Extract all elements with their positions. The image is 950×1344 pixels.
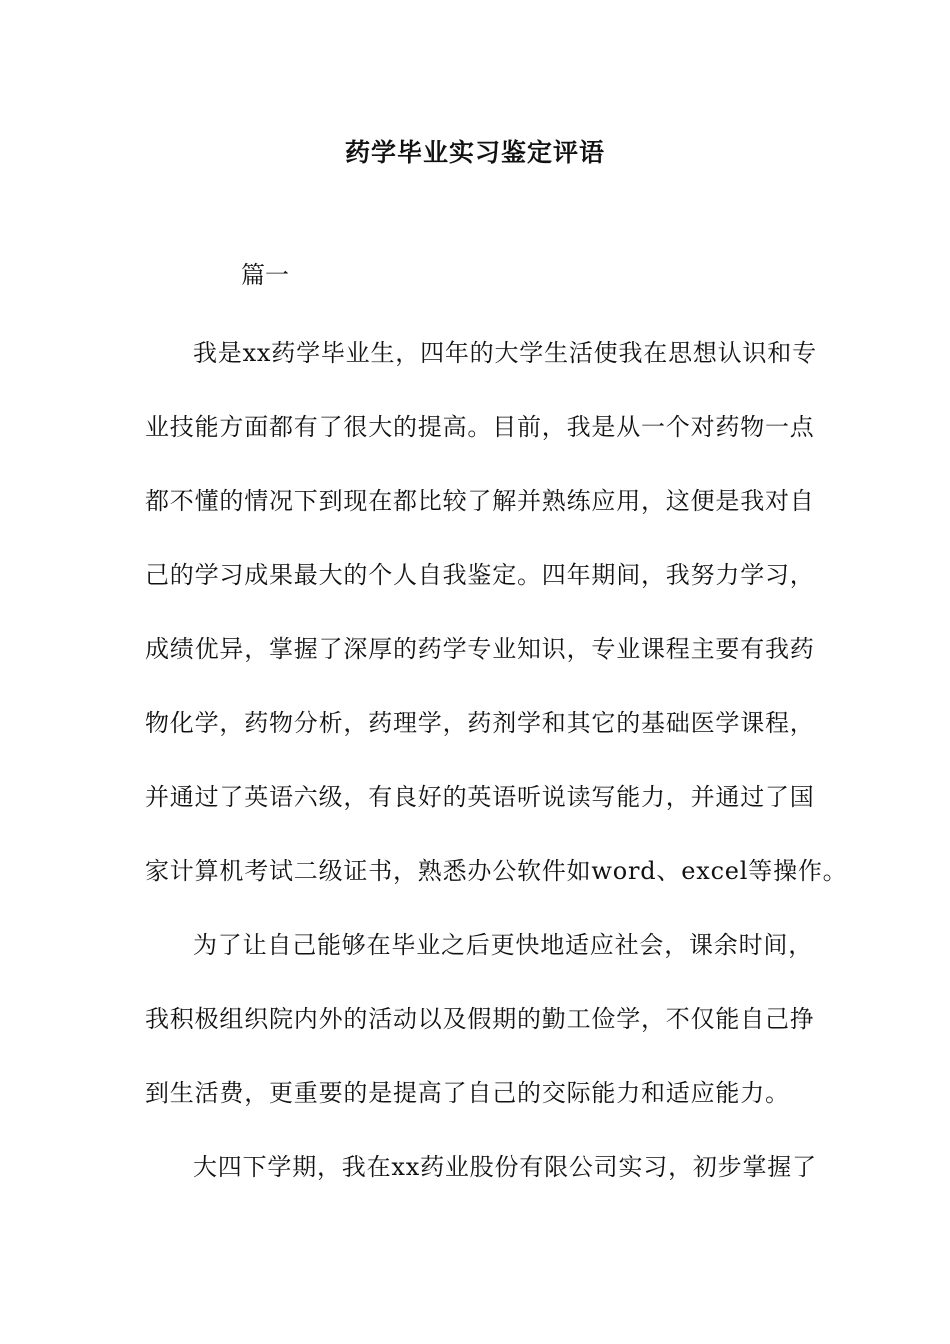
text-line: 都不懂的情况下到现在都比较了解并熟练应用，这便是我对自 xyxy=(145,487,815,515)
text-line: 业技能方面都有了很大的提高。目前，我是从一个对药物一点 xyxy=(145,413,815,441)
text-line: 己的学习成果最大的个人自我鉴定。四年期间，我努力学习， xyxy=(145,561,815,589)
text-line: 我是xx药学毕业生，四年的大学生活使我在思想认识和专 xyxy=(193,339,817,367)
document-body xyxy=(145,333,848,1221)
text-line: 我积极组织院内外的活动以及假期的勤工俭学，不仅能自己挣 xyxy=(145,1005,815,1033)
document-title: 药学毕业实习鉴定评语 xyxy=(344,138,605,167)
text-line: 大四下学期，我在xx药业股份有限公司实习，初步掌握了 xyxy=(193,1153,817,1181)
text-line: 为了让自己能够在毕业之后更快地适应社会，课余时间， xyxy=(193,931,813,959)
text-line: 并通过了英语六级，有良好的英语听说读写能力，并通过了国 xyxy=(145,783,815,811)
text-line: 成绩优异，掌握了深厚的药学专业知识，专业课程主要有我药 xyxy=(145,635,815,663)
text-line: 到生活费，更重要的是提高了自己的交际能力和适应能力。 xyxy=(145,1079,790,1107)
text-line: 家计算机考试二级证书，熟悉办公软件如word、excel等操作。 xyxy=(145,857,848,885)
text-line: 物化学，药物分析，药理学，药剂学和其它的基础医学课程， xyxy=(145,709,815,737)
section-label: 篇一 xyxy=(241,261,289,289)
